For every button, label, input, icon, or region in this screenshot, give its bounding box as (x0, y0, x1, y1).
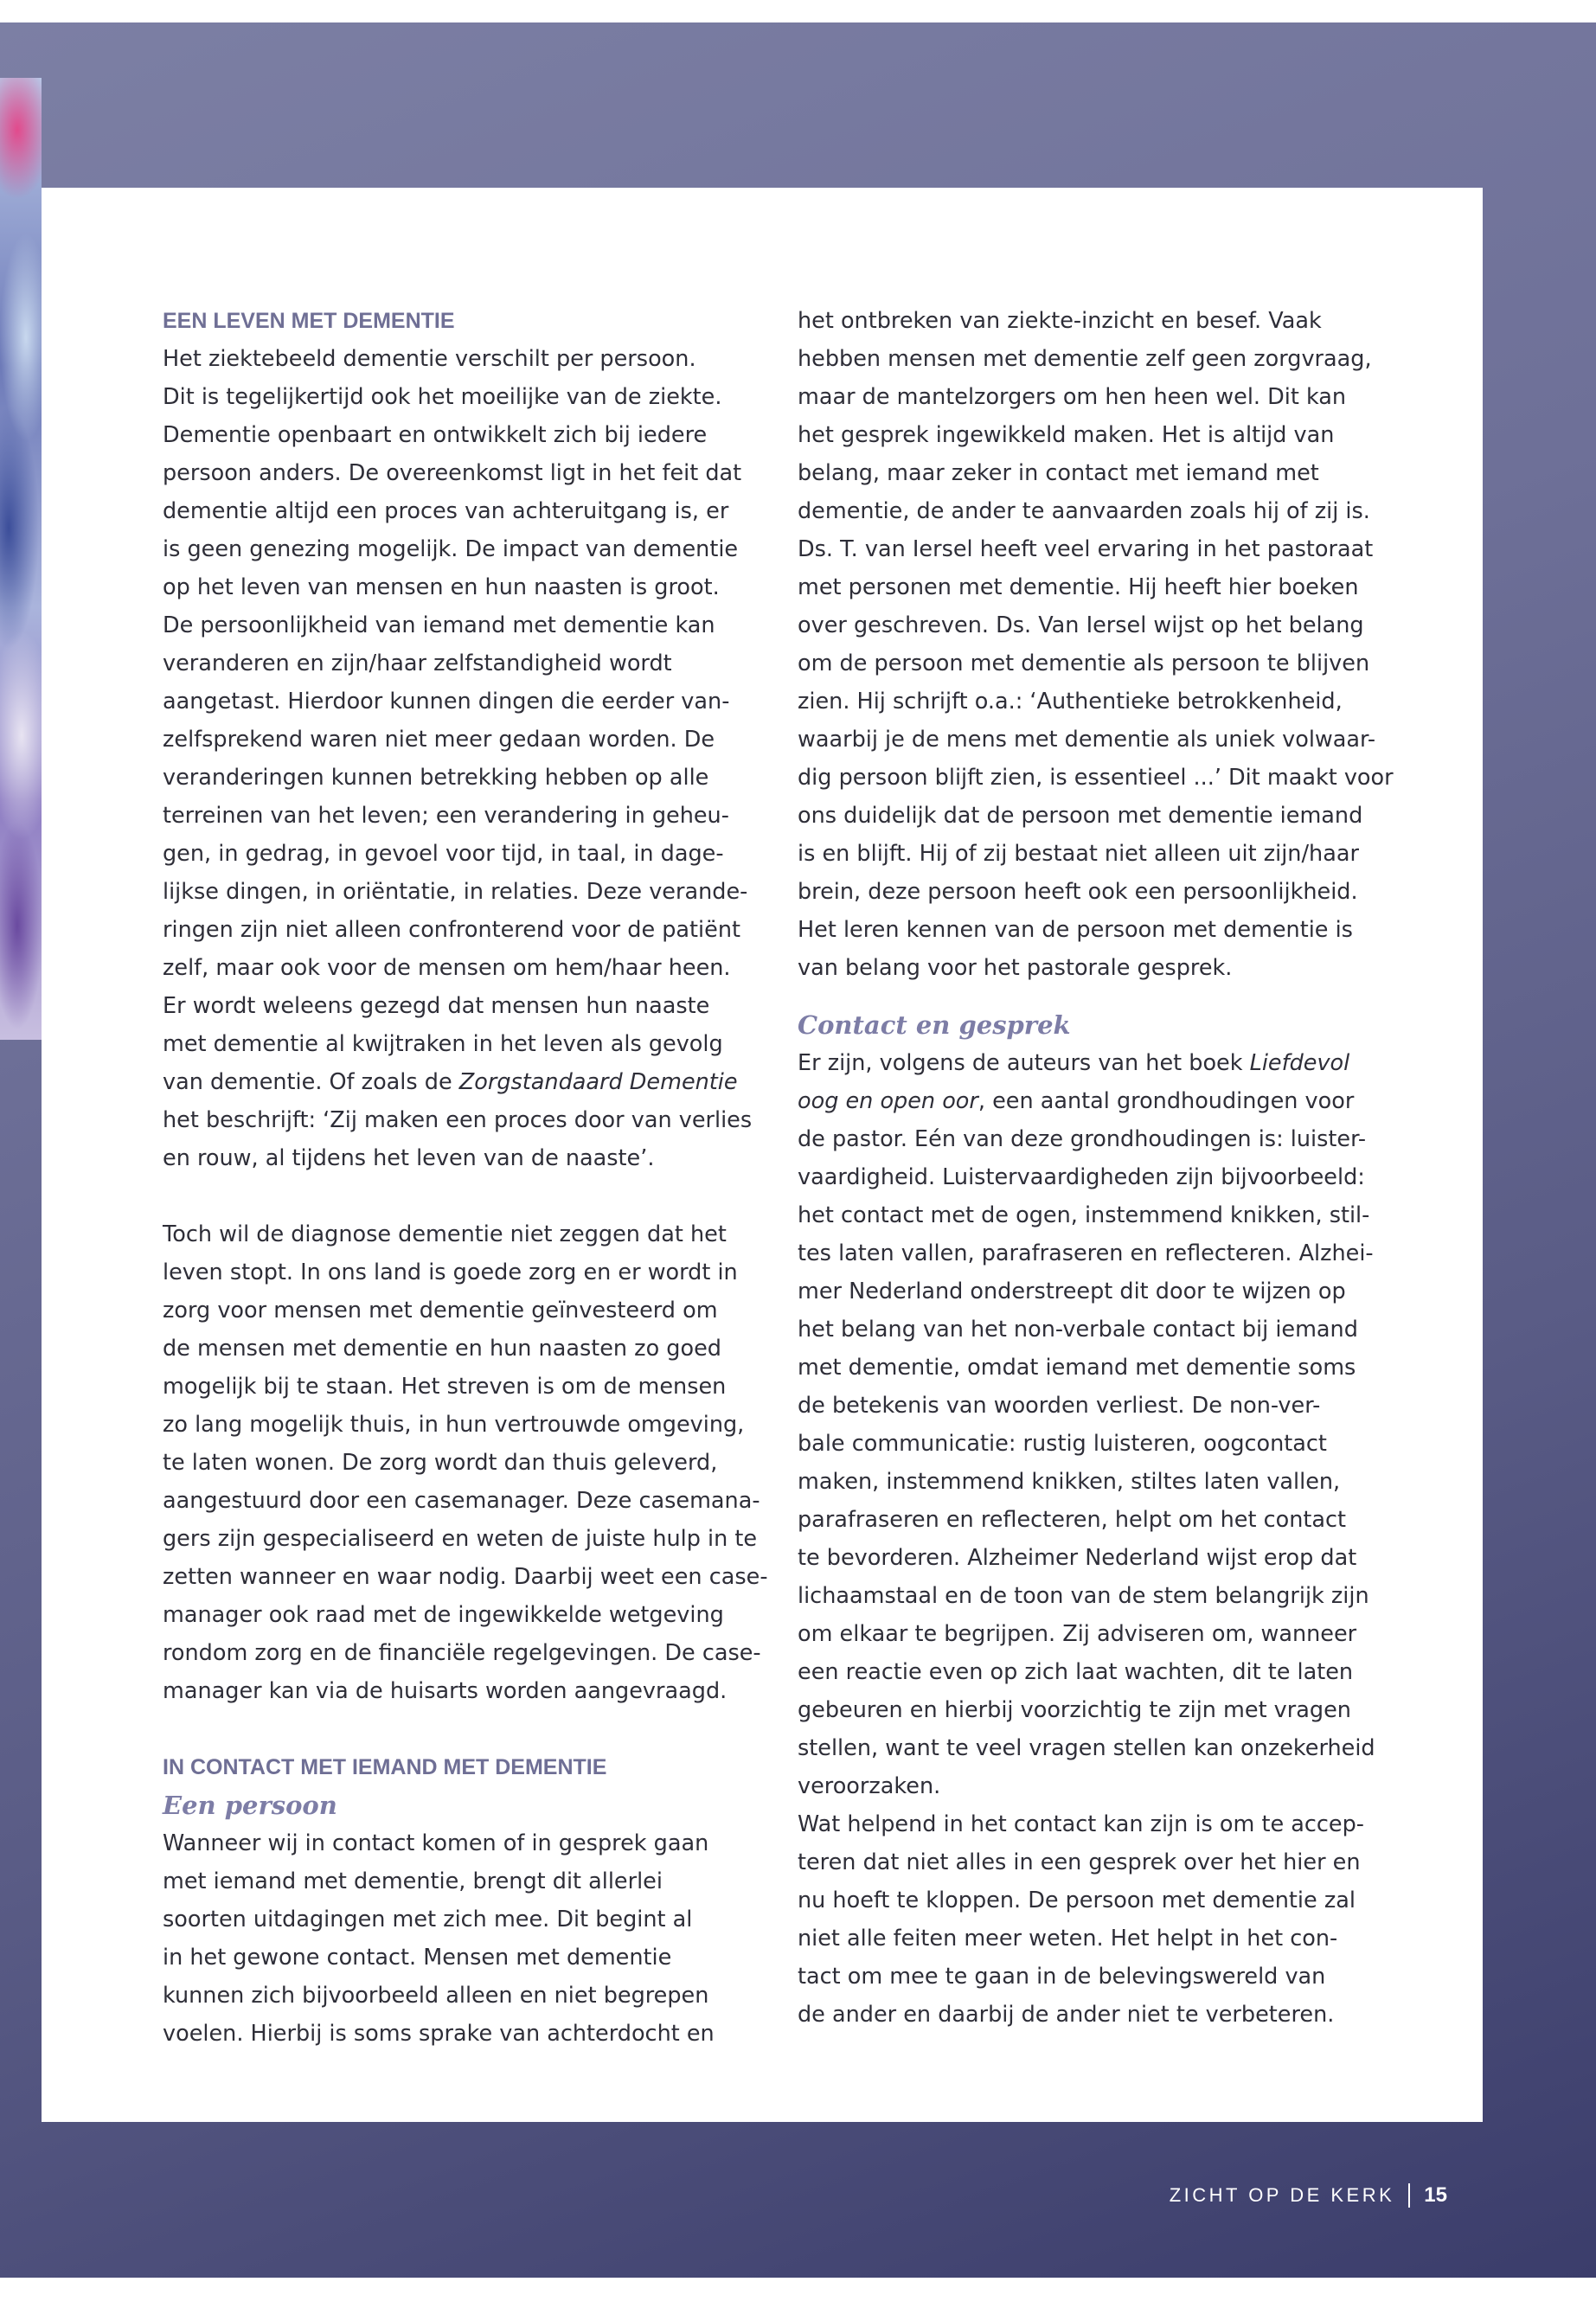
text-line: de mensen met dementie en hun naasten zo goed (163, 1336, 721, 1362)
text-span: Er zijn, volgens de auteurs van het boek (798, 1050, 1250, 1076)
article-card (42, 188, 1483, 2122)
text-line: lichaamstaal en de toon van de stem belangrijk zijn (798, 1583, 1369, 1609)
text-line: aangetast. Hierdoor kunnen dingen die eerder van- (163, 689, 730, 715)
subheading: Een persoon (163, 1791, 337, 1820)
text-line: te bevorderen. Alzheimer Nederland wijst erop dat (798, 1545, 1357, 1571)
text-line: het belang van het non-verbale contact bij iemand (798, 1317, 1358, 1343)
text-line: is geen genezing mogelijk. De impact van dementie (163, 536, 739, 562)
page-number: 15 (1424, 2183, 1447, 2207)
text-line: bale communicatie: rustig luisteren, oogcontact (798, 1431, 1327, 1457)
text-line: parafraseren en reflecteren, helpt om het contact (798, 1507, 1347, 1533)
text-line: tes laten vallen, parafraseren en reflecteren. Alzhei- (798, 1240, 1374, 1266)
text-line: om de persoon met dementie als persoon te blijven (798, 651, 1370, 676)
text-line: met iemand met dementie, brengt dit allerlei (163, 1868, 663, 1894)
text-line: stellen, want te veel vragen stellen kan onzekerheid (798, 1735, 1375, 1761)
right-column (798, 302, 1394, 2034)
text-line: mogelijk bij te staan. Het streven is om de mensen (163, 1374, 727, 1400)
text-line: veranderen en zijn/haar zelfstandigheid wordt (163, 651, 672, 676)
text-line: dementie altijd een proces van achteruitgang is, er (163, 498, 729, 524)
text-line: Wanneer wij in contact komen of in gesprek gaan (163, 1830, 709, 1856)
text-line: de ander en daarbij de ander niet te verbeteren. (798, 2002, 1335, 2028)
book-title: Liefdevol (1249, 1050, 1350, 1076)
text-line: het contact met de ogen, instemmend knikken, stil- (798, 1202, 1370, 1228)
text-line: lijkse dingen, in oriëntatie, in relaties. Deze verande- (163, 879, 748, 905)
text-line: zorg voor mensen met dementie geïnvesteerd om (163, 1298, 718, 1324)
text-line: te laten wonen. De zorg wordt dan thuis geleverd, (163, 1450, 718, 1476)
paragraph (163, 340, 753, 1177)
text-line: tact om mee te gaan in de belevingswereld van (798, 1964, 1326, 1990)
text-line: maar de mantelzorgers om hen heen wel. Dit kan (798, 384, 1347, 410)
paragraph (798, 1044, 1377, 2034)
text-line: brein, deze persoon heeft ook een persoonlijkheid. (798, 879, 1358, 905)
text-line: zelfsprekend waren niet meer gedaan worden. De (163, 727, 715, 753)
text-line: vaardigheid. Luistervaardigheden zijn bijvoorbeeld: (798, 1164, 1365, 1190)
text-line: gebeuren en hierbij voorzichtig te zijn met vragen (798, 1697, 1351, 1723)
text-line (798, 1082, 1377, 1120)
text-line: gers zijn gespecialiseerd en weten de juiste hulp in te (163, 1526, 758, 1552)
text-line: Wat helpend in het contact kan zijn is om te accep- (798, 1811, 1365, 1837)
text-line: een reactie even op zich laat wachten, dit te laten (798, 1659, 1354, 1685)
text-line: met dementie al kwijtraken in het leven als gevolg (163, 1031, 723, 1057)
text-line: De persoonlijkheid van iemand met dementie kan (163, 612, 715, 638)
text-line: Er wordt weleens gezegd dat mensen hun naaste (163, 993, 710, 1019)
text-line: Het leren kennen van de persoon met dementie is (798, 917, 1353, 943)
text-line: persoon anders. De overeenkomst ligt in het feit dat (163, 460, 742, 486)
paragraph (163, 1824, 742, 2053)
text-line: nu hoeft te kloppen. De persoon met dementie zal (798, 1888, 1356, 1913)
book-title: oog en open oor (798, 1088, 978, 1114)
page-footer (1170, 2183, 1447, 2208)
text-line: waarbij je de mens met dementie als uniek volwaar- (798, 727, 1376, 753)
text-line: hebben mensen met dementie zelf geen zorgvraag, (798, 346, 1372, 372)
text-line: Dementie openbaart en ontwikkelt zich bij iedere (163, 422, 708, 448)
text-line: het beschrijft: ‘Zij maken een proces door van verlies (163, 1107, 753, 1133)
text-line: leven stopt. In ons land is goede zorg en er wordt in (163, 1259, 738, 1285)
text-line: manager kan via de huisarts worden aangevraagd. (163, 1678, 727, 1704)
text-line: in het gewone contact. Mensen met dementie (163, 1945, 672, 1971)
text-line: kunnen zich bijvoorbeeld alleen en niet begrepen (163, 1983, 709, 2009)
book-title: Zorgstandaard Dementie (458, 1069, 738, 1095)
text-line: om elkaar te begrijpen. Zij adviseren om, wanneer (798, 1621, 1357, 1647)
text-line: over geschreven. Ds. Van Iersel wijst op het belang (798, 612, 1364, 638)
paragraph (798, 302, 1394, 987)
text-span: van dementie. Of zoals de (163, 1069, 459, 1095)
text-line: en rouw, al tijdens het leven van de naaste’. (163, 1145, 655, 1171)
subheading: Contact en gesprek (798, 1010, 1071, 1040)
text-line: voelen. Hierbij is soms sprake van achterdocht en (163, 2021, 715, 2047)
artwork-strip (0, 78, 42, 1040)
section-heading: IN CONTACT MET IEMAND MET DEMENTIE (163, 1755, 607, 1779)
text-line: ons duidelijk dat de persoon met dementie iemand (798, 803, 1363, 829)
text-line: Het ziektebeeld dementie verschilt per persoon. (163, 346, 696, 372)
paragraph (163, 1215, 768, 1710)
text-line: niet alle feiten meer weten. Het helpt in het con- (798, 1926, 1338, 1952)
text-line: Toch wil de diagnose dementie niet zeggen dat het (163, 1221, 727, 1247)
text-line: terreinen van het leven; een verandering in geheu- (163, 803, 729, 829)
text-line: met dementie, omdat iemand met dementie soms (798, 1355, 1356, 1381)
text-line: veroorzaken. (798, 1773, 941, 1799)
text-line: soorten uitdagingen met zich mee. Dit begint al (163, 1907, 693, 1932)
text-line: is en blijft. Hij of zij bestaat niet alleen uit zijn/haar (798, 841, 1359, 867)
text-line: zelf, maar ook voor de mensen om hem/haar heen. (163, 955, 731, 981)
text-line: op het leven van mensen en hun naasten is groot. (163, 574, 720, 600)
text-line (798, 1044, 1377, 1082)
text-line (163, 1063, 742, 1101)
text-line: rondom zorg en de financiële regelgevingen. De case- (163, 1640, 761, 1666)
text-line: ringen zijn niet alleen confronterend voor de patiënt (163, 917, 740, 943)
text-line: de pastor. Eén van deze grondhoudingen is: luister- (798, 1126, 1367, 1152)
text-line: met personen met dementie. Hij heeft hier boeken (798, 574, 1359, 600)
text-span: , een aantal grondhoudingen voor (977, 1088, 1355, 1114)
text-line: zetten wanneer en waar nodig. Daarbij weet een case- (163, 1564, 768, 1590)
text-line: mer Nederland onderstreept dit door te wijzen op (798, 1279, 1346, 1304)
text-line: teren dat niet alles in een gesprek over het hier en (798, 1849, 1361, 1875)
section-heading: EEN LEVEN MET DEMENTIE (163, 309, 455, 333)
text-line: het ontbreken van ziekte-inzicht en besef. Vaak (798, 308, 1322, 334)
text-line: Ds. T. van Iersel heeft veel ervaring in het pastoraat (798, 536, 1374, 562)
text-line: Dit is tegelijkertijd ook het moeilijke van de ziekte. (163, 384, 722, 410)
left-column (163, 302, 768, 2053)
text-line: manager ook raad met de ingewikkelde wetgeving (163, 1602, 724, 1628)
text-line: zien. Hij schrijft o.a.: ‘Authentieke betrokkenheid, (798, 689, 1343, 715)
text-line: maken, instemmend knikken, stiltes laten vallen, (798, 1469, 1341, 1495)
text-line: aangestuurd door een casemanager. Deze casemana- (163, 1488, 760, 1514)
text-line: gen, in gedrag, in gevoel voor tijd, in taal, in dage- (163, 841, 724, 867)
footer-divider (1408, 2183, 1410, 2208)
text-line: dementie, de ander te aanvaarden zoals hij of zij is. (798, 498, 1370, 524)
text-line: zo lang mogelijk thuis, in hun vertrouwde omgeving, (163, 1412, 745, 1438)
text-line: het gesprek ingewikkeld maken. Het is altijd van (798, 422, 1335, 448)
text-line: veranderingen kunnen betrekking hebben op alle (163, 765, 709, 791)
text-line: dig persoon blijft zien, is essentieel ...’ Dit maakt voor (798, 765, 1394, 791)
text-line: belang, maar zeker in contact met iemand met (798, 460, 1319, 486)
magazine-title: ZICHT OP DE KERK (1169, 2184, 1395, 2206)
text-line: van belang voor het pastorale gesprek. (798, 955, 1233, 981)
text-line: de betekenis van woorden verliest. De non-ver- (798, 1393, 1321, 1419)
